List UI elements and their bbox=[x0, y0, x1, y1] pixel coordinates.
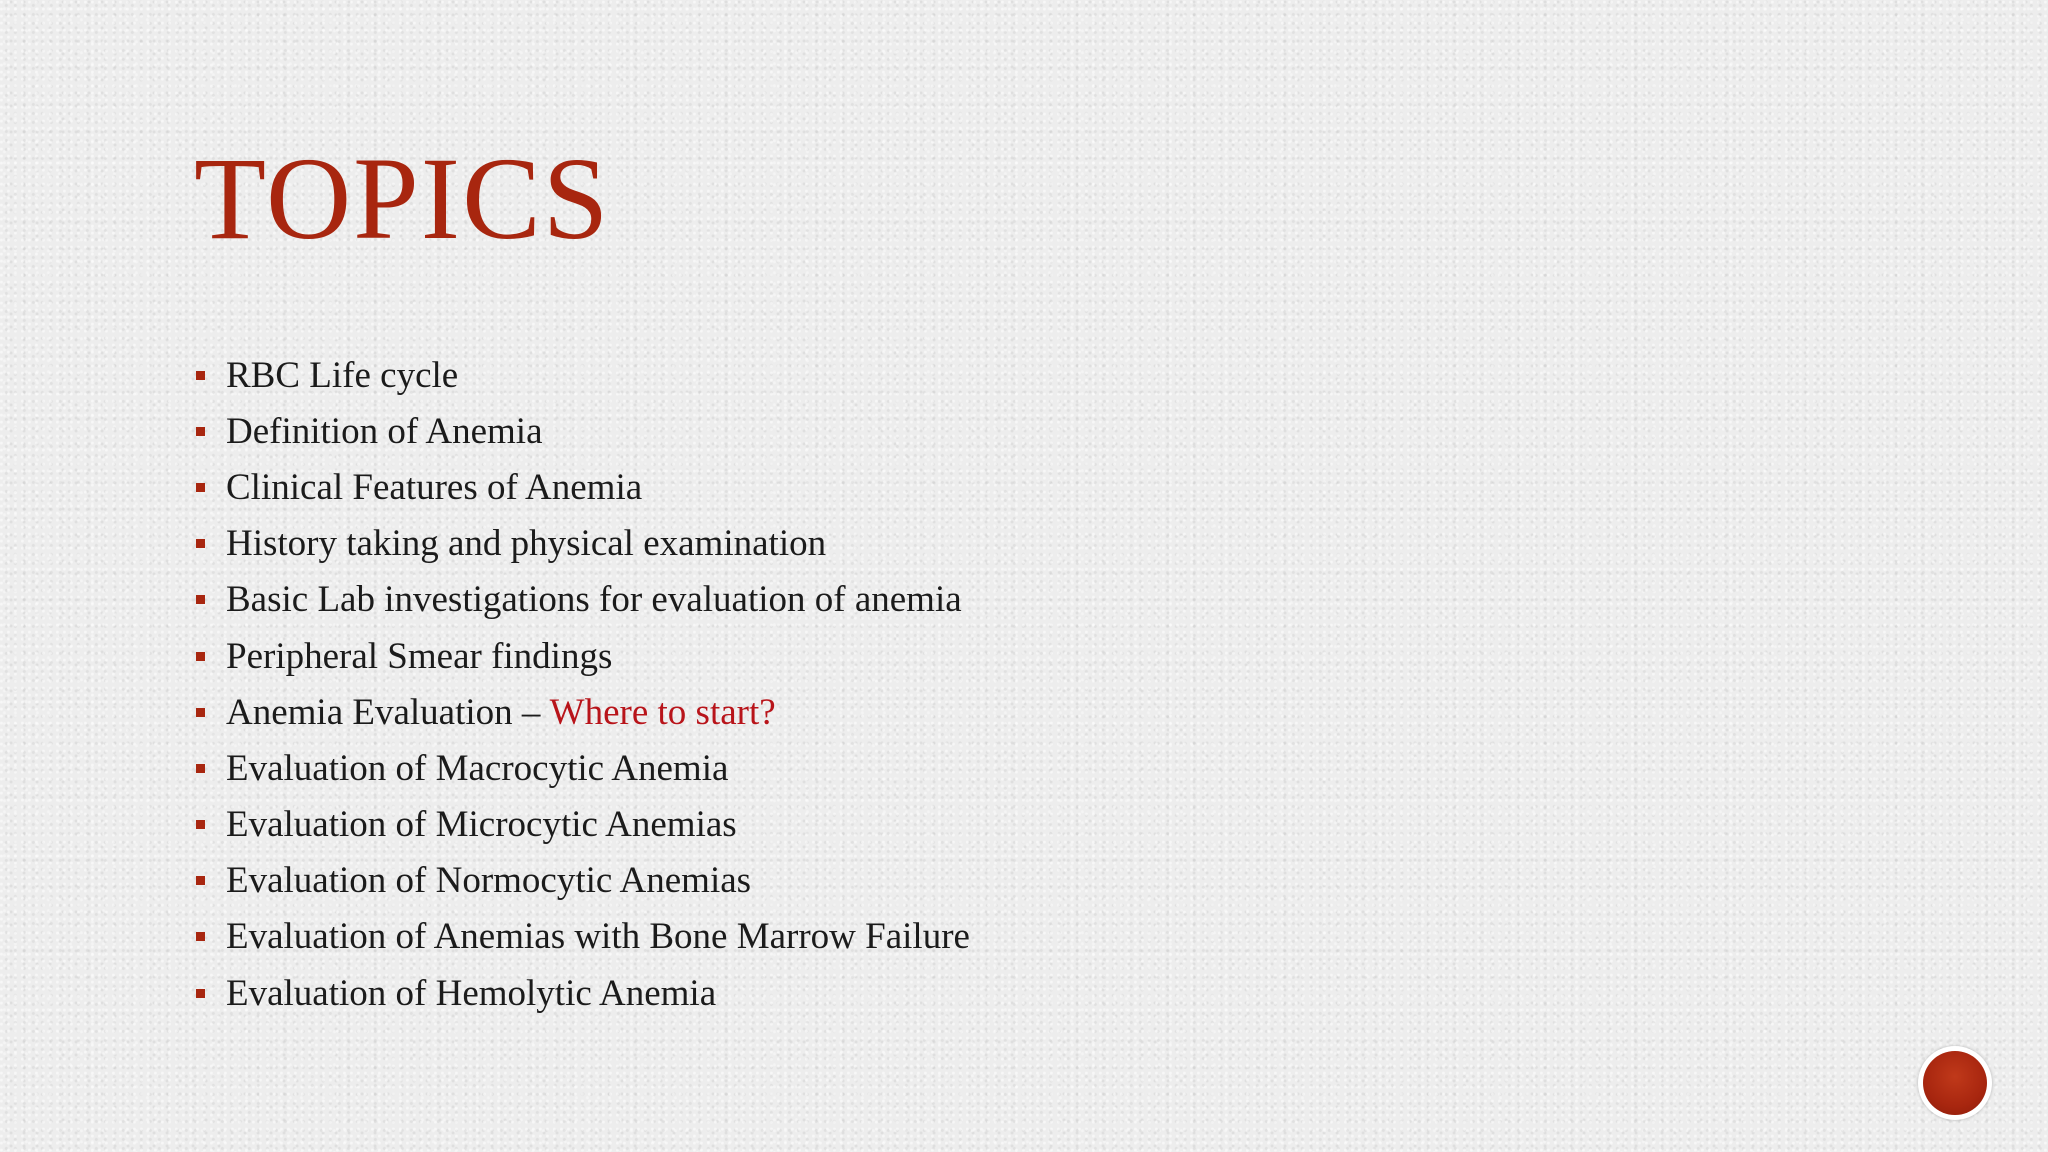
square-bullet-icon bbox=[196, 371, 205, 380]
square-bullet-icon bbox=[196, 932, 205, 941]
square-bullet-icon bbox=[196, 427, 205, 436]
square-bullet-icon bbox=[196, 820, 205, 829]
list-item-text: Evaluation of Microcytic Anemias bbox=[226, 804, 737, 846]
list-item-text: Basic Lab investigations for evaluation of anemia bbox=[226, 579, 962, 621]
square-bullet-icon bbox=[196, 539, 205, 548]
list-item bbox=[196, 797, 970, 853]
list-item bbox=[196, 347, 970, 403]
square-bullet-icon bbox=[196, 652, 205, 661]
square-bullet-icon bbox=[196, 876, 205, 885]
list-item-text: RBC Life cycle bbox=[226, 354, 459, 396]
list-item-text: Evaluation of Normocytic Anemias bbox=[226, 860, 752, 902]
list-item-text: Evaluation of Anemias with Bone Marrow Failure bbox=[226, 916, 970, 958]
list-item bbox=[196, 909, 970, 965]
list-item-text: Evaluation of Hemolytic Anemia bbox=[226, 972, 717, 1014]
red-circle-icon bbox=[1923, 1051, 1987, 1115]
list-item-text: Peripheral Smear findings bbox=[226, 635, 613, 677]
list-item-text: History taking and physical examination bbox=[226, 523, 827, 565]
list-item bbox=[196, 572, 970, 628]
list-item bbox=[196, 403, 970, 459]
square-bullet-icon bbox=[196, 595, 205, 604]
slide-nav-button[interactable] bbox=[1918, 1046, 1992, 1120]
slide-title: TOPICS bbox=[194, 133, 611, 264]
square-bullet-icon bbox=[196, 708, 205, 717]
list-item-highlight: Where to start? bbox=[549, 691, 776, 733]
list-item bbox=[196, 740, 970, 796]
list-item-text: Anemia Evaluation – bbox=[226, 691, 550, 733]
list-item bbox=[196, 684, 970, 740]
square-bullet-icon bbox=[196, 764, 205, 773]
list-item-text: Evaluation of Macrocytic Anemia bbox=[226, 747, 729, 789]
list-item bbox=[196, 853, 970, 909]
square-bullet-icon bbox=[196, 483, 205, 492]
list-item-text: Clinical Features of Anemia bbox=[226, 466, 643, 508]
list-item bbox=[196, 965, 970, 1021]
square-bullet-icon bbox=[196, 989, 205, 998]
list-item bbox=[196, 516, 970, 572]
list-item bbox=[196, 628, 970, 684]
list-item-text: Definition of Anemia bbox=[226, 410, 543, 452]
topics-list bbox=[196, 347, 970, 1021]
list-item bbox=[196, 459, 970, 515]
